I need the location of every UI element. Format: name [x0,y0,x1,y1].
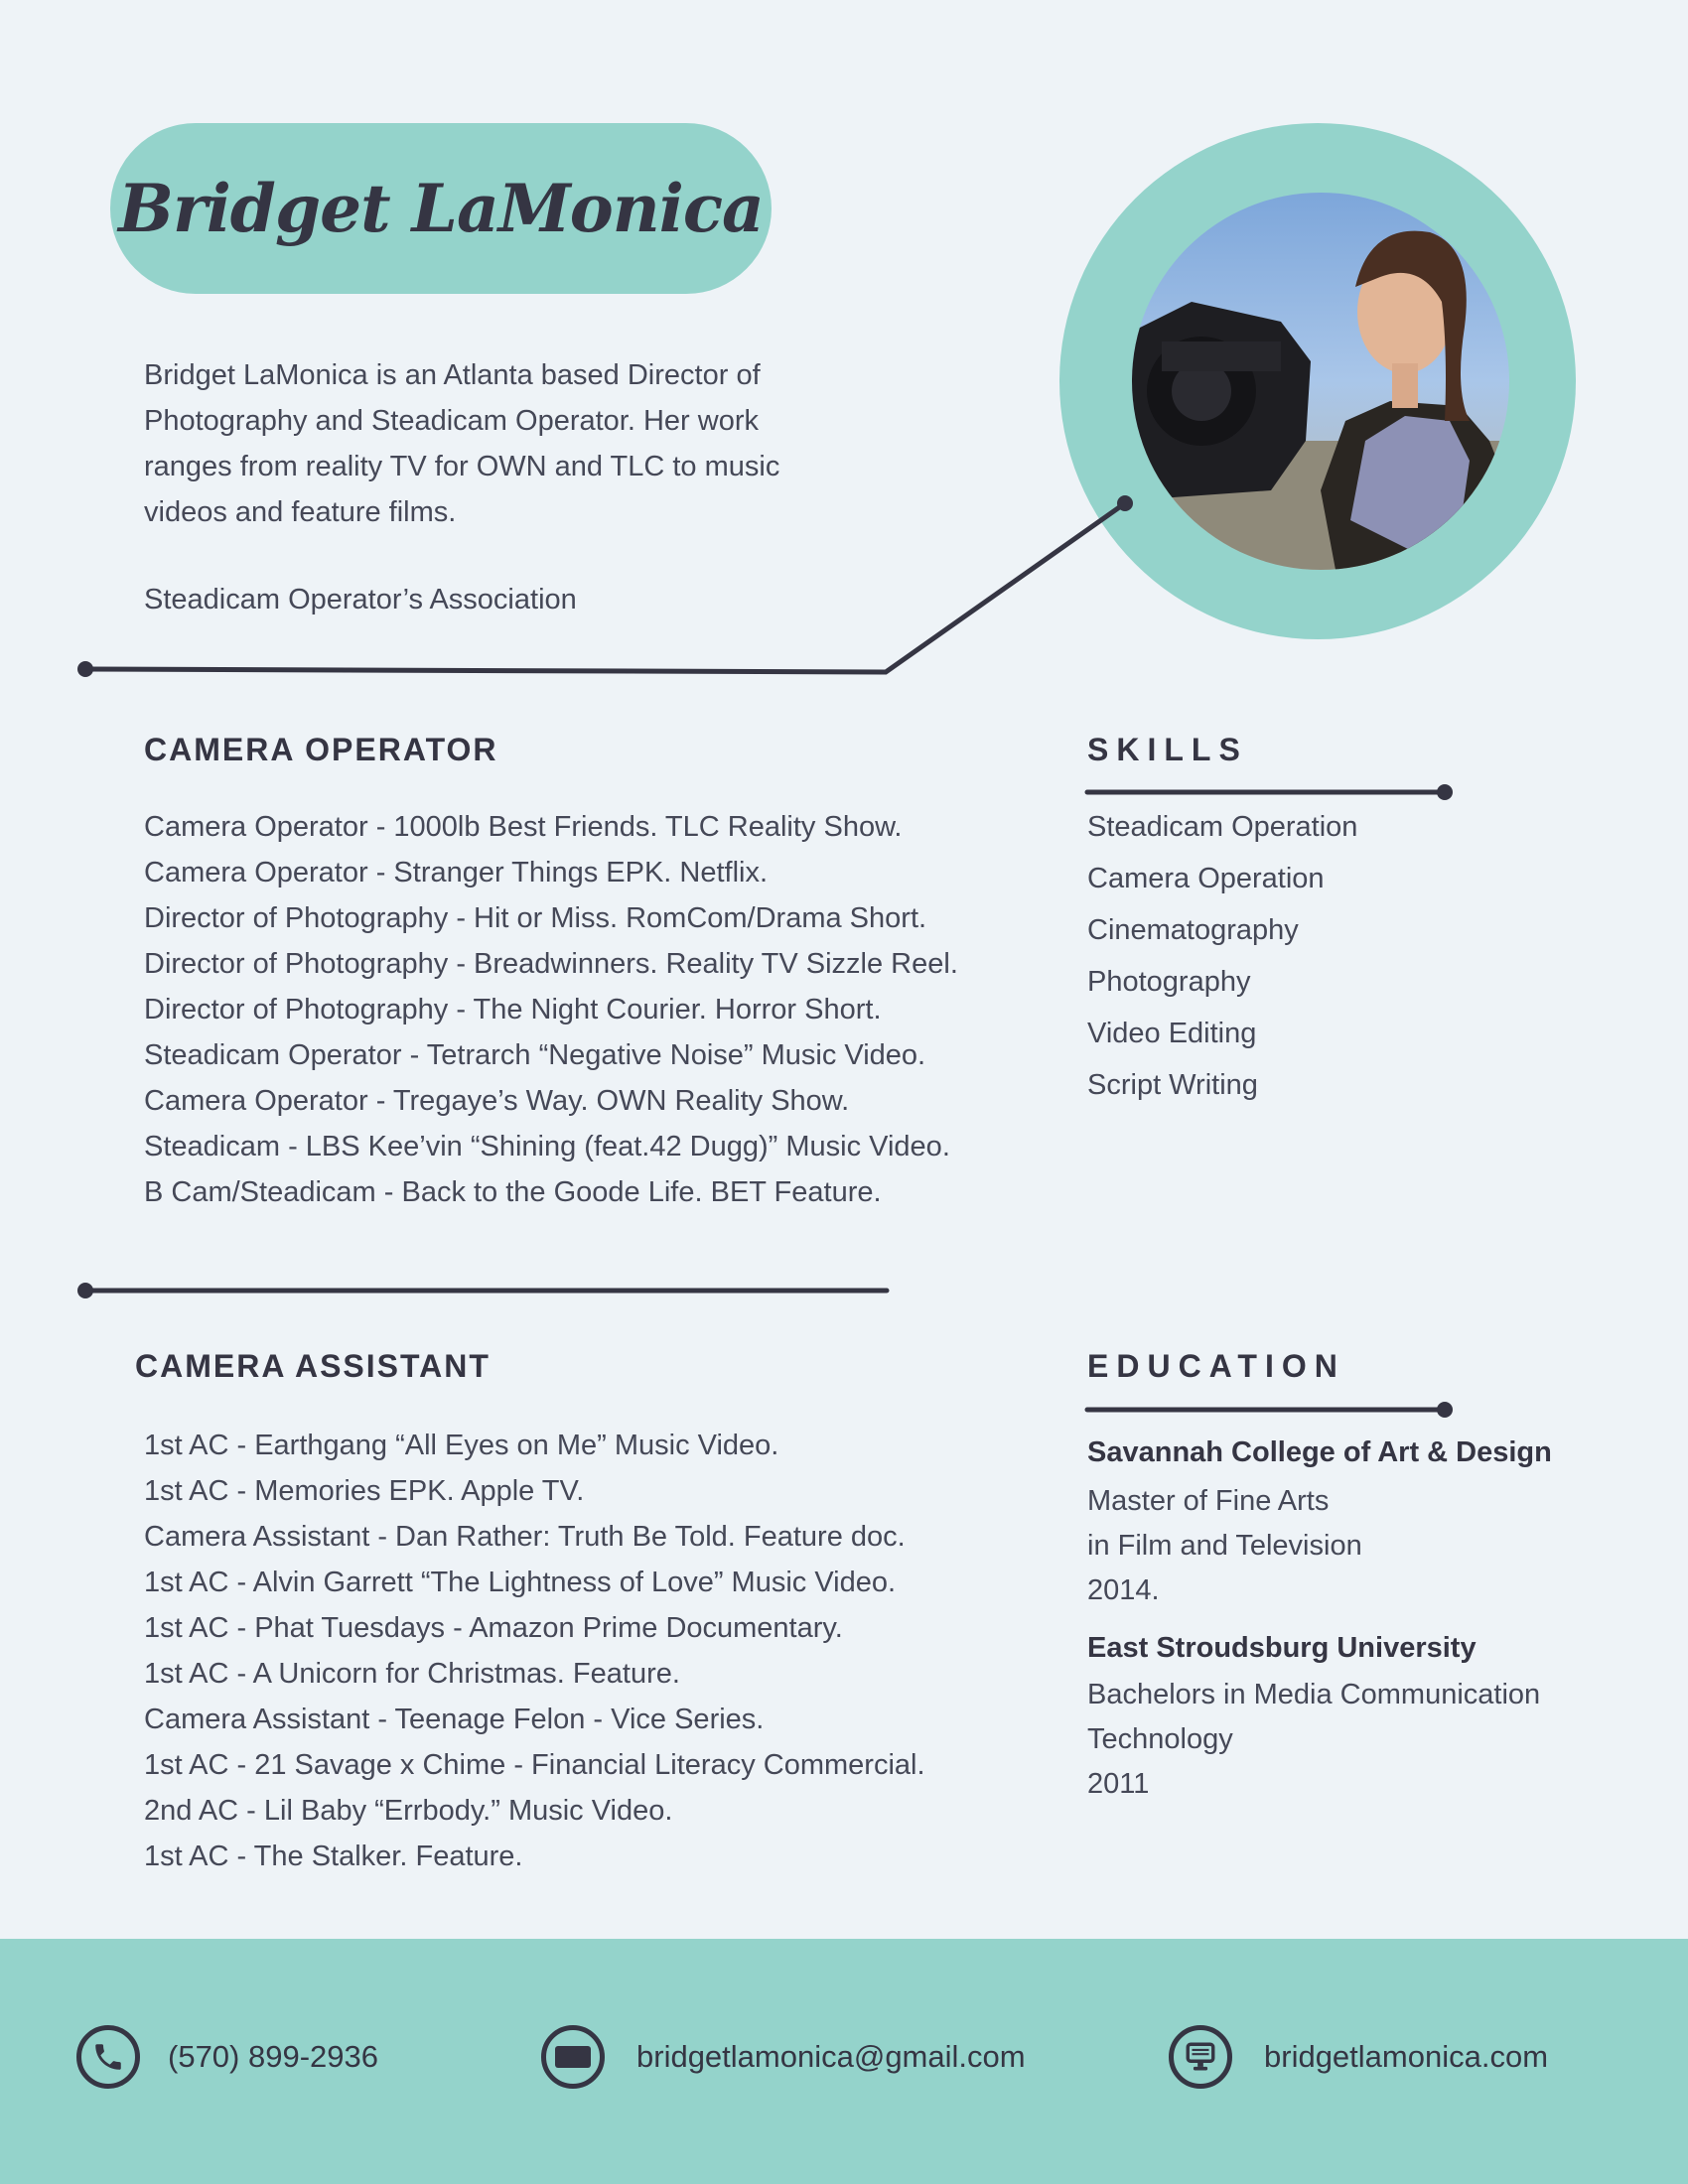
list-item: Director of Photography - Breadwinners. Reality TV Sizzle Reel. [144,948,958,980]
bio-line: ranges from reality TV for OWN and TLC to music [144,451,780,482]
association: Steadicam Operator’s Association [144,584,577,615]
bio-line: Bridget LaMonica is an Atlanta based Director of [144,359,761,391]
skill-item: Video Editing [1087,1018,1257,1049]
monitor-icon [1169,2025,1232,2089]
email-address[interactable]: bridgetlamonica@gmail.com [636,2039,1026,2074]
phone-contact[interactable] [76,2025,378,2089]
person-name: Bridget LaMonica [118,170,764,247]
list-item: Director of Photography - Hit or Miss. RomCom/Drama Short. [144,902,927,934]
list-item: 1st AC - Alvin Garrett “The Lightness of Love” Music Video. [144,1567,897,1598]
list-item: Camera Assistant - Teenage Felon - Vice Series. [144,1704,765,1735]
degree-line: Bachelors in Media Communication [1087,1679,1541,1710]
skill-item: Script Writing [1087,1069,1258,1101]
education-heading: EDUCATION [1087,1348,1345,1384]
camera-operator-heading: CAMERA OPERATOR [144,732,498,767]
list-item: 1st AC - Memories EPK. Apple TV. [144,1475,585,1507]
list-item: Steadicam - LBS Kee’vin “Shining (feat.42 Dugg)” Music Video. [144,1131,950,1162]
skill-item: Cinematography [1087,914,1299,946]
skill-item: Photography [1087,966,1251,998]
school-name: East Stroudsburg University [1087,1632,1477,1664]
skill-item: Camera Operation [1087,863,1325,894]
education-entry [1087,1436,1552,1613]
camera-operator-list [144,804,958,1215]
list-item: Camera Operator - 1000lb Best Friends. TLC Reality Show. [144,811,903,843]
bio-line: Photography and Steadicam Operator. Her work [144,405,759,437]
website-contact[interactable] [1169,2025,1548,2089]
email-contact[interactable] [541,2025,1026,2089]
list-item: Camera Operator - Tregaye’s Way. OWN Reality Show. [144,1085,850,1117]
degree-line: Master of Fine Arts [1087,1485,1330,1517]
email-icon [541,2025,605,2089]
education-entry [1087,1632,1540,1807]
phone-number[interactable]: (570) 899-2936 [168,2039,378,2074]
camera-assistant-heading: CAMERA ASSISTANT [135,1348,491,1384]
camera-assistant-list [144,1423,925,1879]
list-item: 1st AC - Phat Tuesdays - Amazon Prime Documentary. [144,1612,843,1644]
list-item: 2nd AC - Lil Baby “Errbody.” Music Video. [144,1795,673,1827]
list-item: Director of Photography - The Night Courier. Horror Short. [144,994,882,1025]
degree-year: 2011 [1087,1768,1150,1800]
list-item: Camera Assistant - Dan Rather: Truth Be Told. Feature doc. [144,1521,906,1553]
school-name: Savannah College of Art & Design [1087,1436,1552,1468]
website-url[interactable]: bridgetlamonica.com [1264,2039,1549,2074]
list-item: B Cam/Steadicam - Back to the Goode Life. BET Feature. [144,1176,882,1208]
degree-line: in Film and Television [1087,1530,1362,1562]
bio-line: videos and feature films. [144,496,457,528]
skill-item: Steadicam Operation [1087,811,1358,843]
phone-icon [76,2025,140,2089]
list-item: 1st AC - Earthgang “All Eyes on Me” Music Video. [144,1430,779,1461]
list-item: 1st AC - A Unicorn for Christmas. Feature. [144,1658,680,1690]
list-item: 1st AC - 21 Savage x Chime - Financial Literacy Commercial. [144,1749,925,1781]
list-item: 1st AC - The Stalker. Feature. [144,1841,523,1872]
skills-heading: SKILLS [1087,732,1248,767]
degree-line: Technology [1087,1723,1233,1755]
list-item: Steadicam Operator - Tetrarch “Negative Noise” Music Video. [144,1039,926,1071]
degree-year: 2014. [1087,1574,1160,1606]
list-item: Camera Operator - Stranger Things EPK. Netflix. [144,857,769,888]
skills-list [1087,801,1357,1111]
